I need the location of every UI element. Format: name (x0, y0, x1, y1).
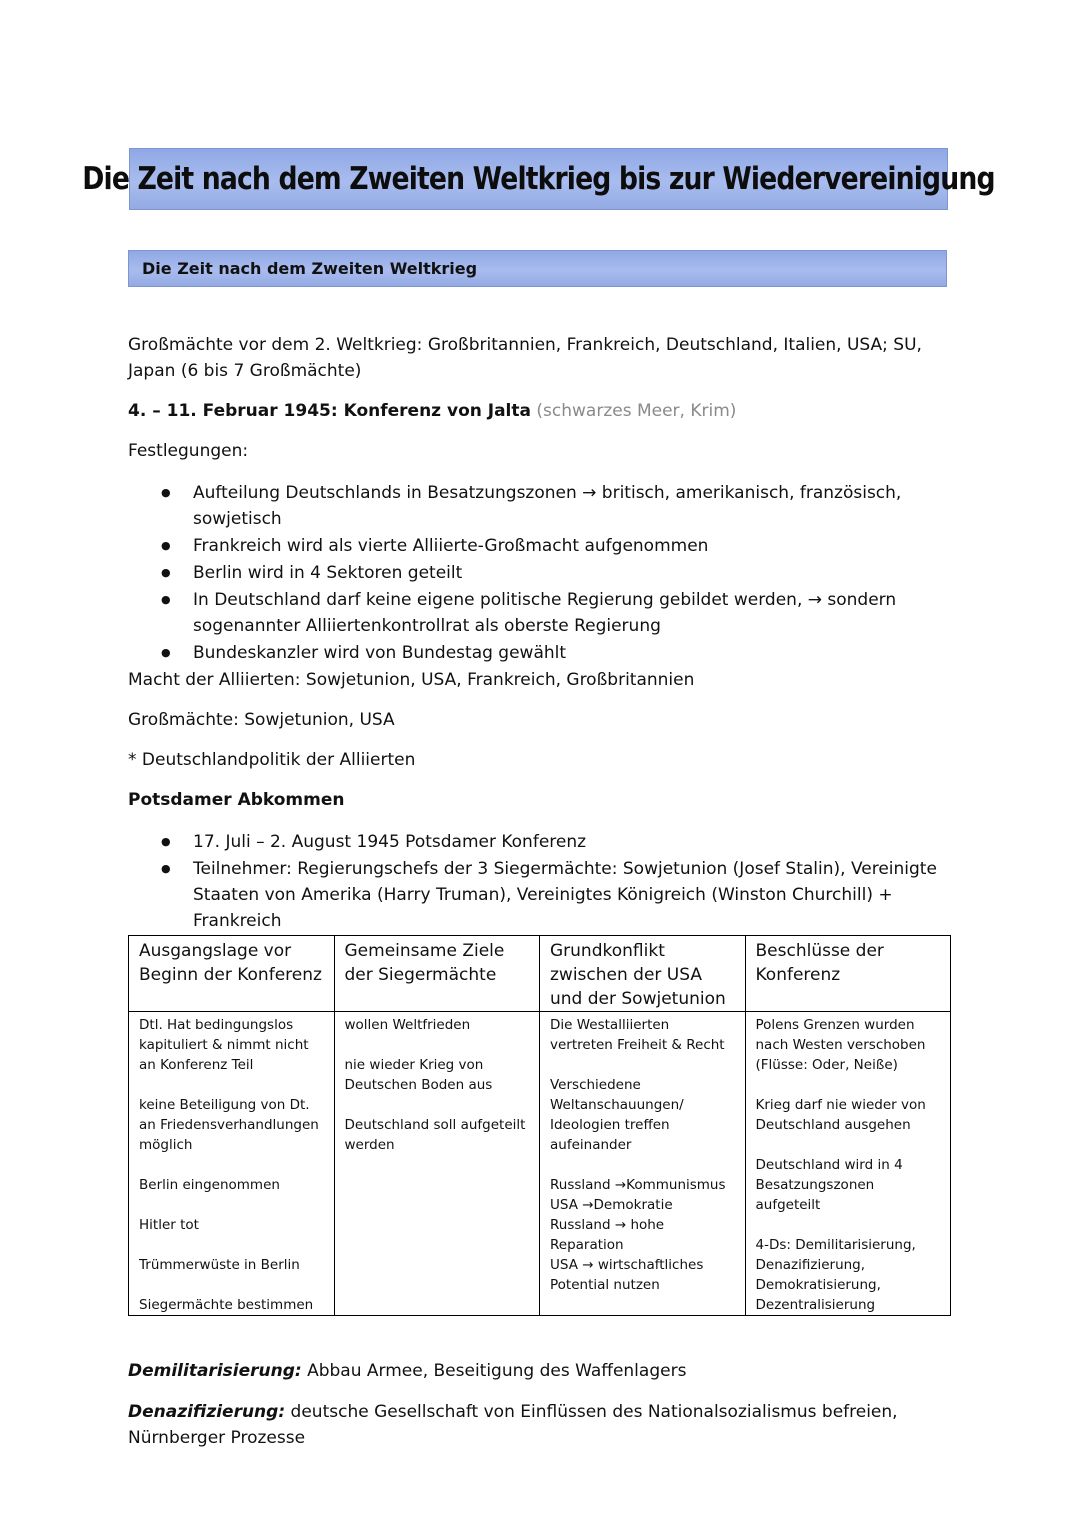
table-cell-ziele (334, 1012, 540, 1316)
definition-term: Denazifizierung: (128, 1402, 286, 1422)
table-header: Gemeinsame Ziele der Siegermächte (334, 936, 540, 1012)
table-row (129, 1012, 951, 1316)
section-title: Die Zeit nach dem Zweiten Weltkrieg (142, 259, 478, 278)
table-cell-grundkonflikt (540, 1012, 746, 1316)
cell-item: Verschiedene Weltanschauungen/ Ideologien treffen aufeinander (550, 1077, 684, 1153)
definitions (128, 1358, 953, 1451)
document-body (128, 332, 953, 1466)
potsdam-list (128, 829, 953, 934)
table-cell-beschluesse (745, 1012, 951, 1316)
cell-item: nie wieder Krieg von Deutschen Boden aus (344, 1057, 493, 1093)
definition-demilitarisierung (128, 1358, 953, 1384)
cell-item: Russland →Kommunismus (550, 1177, 726, 1193)
cell-item: keine Beteiligung von Dt. an Friedensverhandlungen möglich (139, 1097, 319, 1153)
potsdam-heading-text: Potsdamer Abkommen (128, 790, 345, 810)
page-title: Die Zeit nach dem Zweiten Weltkrieg bis zur Wiedervereinigung (82, 161, 995, 197)
cell-item: Siegermächte bestimmen (139, 1297, 314, 1313)
festlegungen-label: Festlegungen: (128, 441, 249, 461)
list-item: ● Bundeskanzler wird von Bundestag gewählt (128, 640, 953, 666)
table-header: Ausgangslage vor Beginn der Konferenz (129, 936, 335, 1012)
definition-text: deutsche Gesellschaft von Einflüssen des Nationalsozialismus befreien, Nürnberger Prozesse (128, 1402, 898, 1448)
list-item: ● Aufteilung Deutschlands in Besatzungszonen → britisch, amerikanisch, französisch, sowjetisch (128, 480, 953, 532)
jalta-location: (schwarzes Meer, Krim) (536, 401, 737, 421)
table-cell-ausgangslage (129, 1012, 335, 1316)
macht-alliierten-text: Macht der Alliierten: Sowjetunion, USA, Frankreich, Großbritannien (128, 670, 695, 690)
table-header-row (129, 936, 951, 1012)
festlegungen-list (128, 480, 953, 666)
potsdam-heading (128, 787, 953, 813)
cell-item: Hitler tot (139, 1217, 199, 1233)
cell-item: Trümmerwüste in Berlin (139, 1257, 300, 1273)
jalta-heading: 4. – 11. Februar 1945: Konferenz von Jalta (128, 401, 531, 421)
list-item: ● 17. Juli – 2. August 1945 Potsdamer Konferenz (128, 829, 953, 855)
cell-item: Polens Grenzen wurden nach Westen verschoben (Flüsse: Oder, Neiße) (755, 1017, 926, 1073)
definition-denazifizierung (128, 1399, 953, 1451)
section-banner (128, 250, 947, 287)
definition-text: Abbau Armee, Beseitigung des Waffenlagers (301, 1361, 687, 1381)
cell-item: Deutschland wird in 4 Besatzungszonen aufgeteilt (755, 1157, 903, 1213)
cell-item: Die Westalliierten vertreten Freiheit & Recht (550, 1017, 725, 1053)
list-item: ● Frankreich wird als vierte Alliierte-Großmacht aufgenommen (128, 533, 953, 559)
grossmaechte-vor-text: Großmächte vor dem 2. Weltkrieg: Großbritannien, Frankreich, Deutschland, Italien, USA; SU, Japan (6 bis 7 Großmächte) (128, 335, 922, 381)
cell-item: USA → wirtschaftliches Potential nutzen (550, 1257, 704, 1293)
list-item: ● Teilnehmer: Regierungschefs der 3 Siegermächte: Sowjetunion (Josef Stalin), Vereinigte Staaten von Amerika (Harry Truman), Vereinigtes Königreich (Winston Churchill) + Frankreich (128, 856, 953, 934)
cell-item: Dtl. Hat bedingungslos kapituliert & nimmt nicht an Konferenz Teil (139, 1017, 309, 1073)
cell-item: Deutschland soll aufgeteilt werden (344, 1117, 526, 1153)
konferenz-table (128, 935, 951, 1316)
grossmaechte-text: Großmächte: Sowjetunion, USA (128, 710, 395, 730)
list-item: ● Berlin wird in 4 Sektoren geteilt (128, 560, 953, 586)
cell-item: Berlin eingenommen (139, 1177, 280, 1193)
cell-item: Russland → hohe Reparation (550, 1217, 665, 1253)
table-header: Beschlüsse der Konferenz (745, 936, 951, 1012)
title-banner (82, 148, 995, 210)
table-header: Grundkonflikt zwischen der USA und der Sowjetunion (540, 936, 746, 1012)
cell-item: Krieg darf nie wieder von Deutschland ausgehen (755, 1097, 926, 1133)
list-item: ● In Deutschland darf keine eigene politische Regierung gebildet werden, → sondern sogenannter Alliiertenkontrollrat als oberste Regierung (128, 587, 953, 639)
cell-item: wollen Weltfrieden (344, 1017, 471, 1033)
cell-item: 4-Ds: Demilitarisierung, Denazifizierung, Demokratisierung, Dezentralisierung (755, 1237, 916, 1313)
jalta-paragraph (128, 398, 953, 424)
cell-item: USA →Demokratie (550, 1197, 673, 1213)
definition-term: Demilitarisierung: (128, 1361, 302, 1381)
deutschlandpolitik-text: * Deutschlandpolitik der Alliierten (128, 750, 416, 770)
